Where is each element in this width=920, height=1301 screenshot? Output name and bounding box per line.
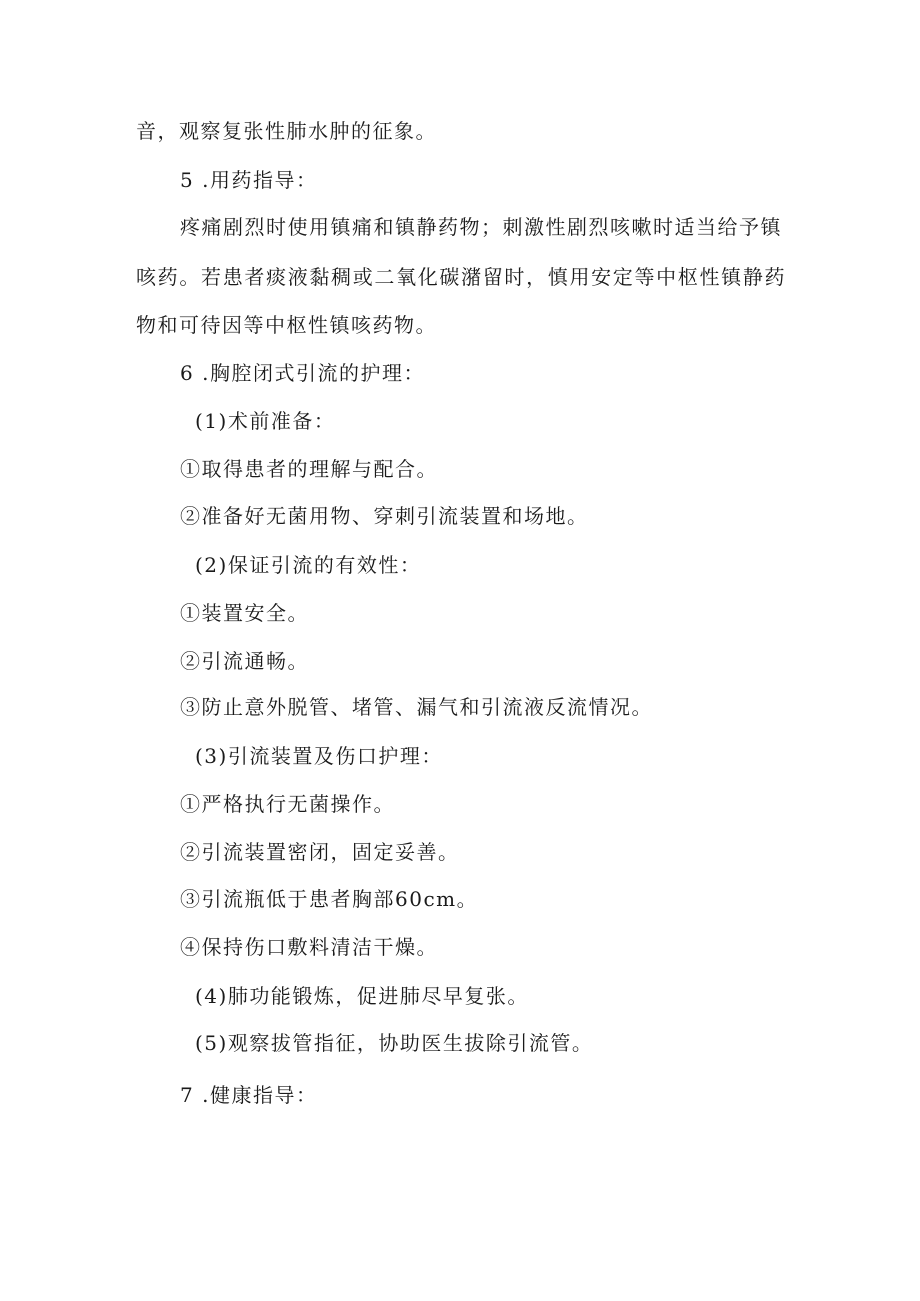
- paragraph-line: 音，观察复张性肺水肿的征象。: [136, 119, 437, 143]
- list-item: ①装置安全。: [180, 601, 309, 625]
- subsection-heading: (3)引流装置及伤口护理：: [195, 744, 443, 768]
- list-item: ①严格执行无菌操作。: [180, 792, 395, 816]
- list-item: ②引流通畅。: [180, 649, 309, 673]
- list-item: ④保持伤口敷料清洁干燥。: [180, 935, 438, 959]
- subsection-heading: (2)保证引流的有效性：: [195, 553, 422, 577]
- list-item: ①取得患者的理解与配合。: [180, 457, 438, 481]
- section-heading: 5 .用药指导：: [180, 168, 318, 192]
- list-item: ③防止意外脱管、堵管、漏气和引流液反流情况。: [180, 695, 653, 719]
- list-item: ③引流瓶低于患者胸部60cm。: [180, 887, 479, 911]
- list-item: ②准备好无菌用物、穿刺引流装置和场地。: [180, 504, 589, 528]
- section-heading: 6 .胸腔闭式引流的护理：: [180, 361, 425, 385]
- subsection-heading: (5)观察拔管指征，协助医生拔除引流管。: [195, 1031, 594, 1055]
- subsection-heading: (4)肺功能锻炼，促进肺尽早复张。: [195, 984, 529, 1008]
- paragraph-line: 疼痛剧烈时使用镇痛和镇静药物；刺激性剧烈咳嗽时适当给予镇: [180, 215, 782, 239]
- subsection-heading: (1)术前准备：: [195, 409, 336, 433]
- paragraph-line: 咳药。若患者痰液黏稠或二氧化碳潴留时，慎用安定等中枢性镇静药: [136, 265, 786, 289]
- section-heading: 7 .健康指导：: [180, 1083, 318, 1107]
- paragraph-line: 物和可待因等中枢性镇咳药物。: [136, 313, 437, 337]
- list-item: ②引流装置密闭，固定妥善。: [180, 840, 460, 864]
